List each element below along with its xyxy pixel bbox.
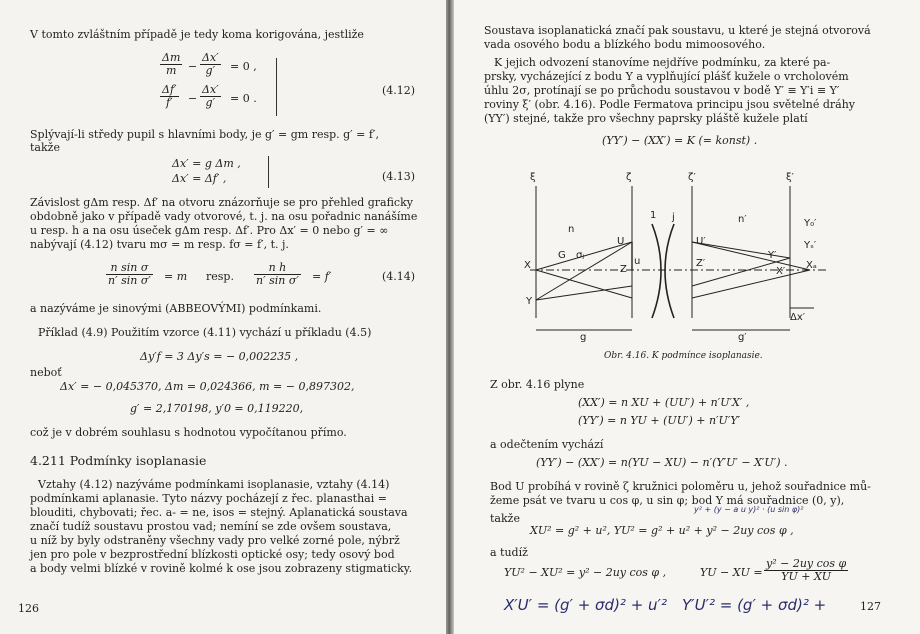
equation-rhs: = f′ (312, 270, 332, 283)
equation-fraction: $\frac{\Delta f'}{f'}$ (162, 83, 177, 109)
equation-operator: − (188, 60, 198, 73)
diagram-label: n′ (738, 214, 747, 225)
handwritten-note: y² + (y − a u y)² · (u sin φ)² (694, 505, 804, 514)
diagram-label: Z (620, 264, 627, 275)
diagram-label: 1 (650, 210, 657, 221)
diagram-label: ζ′ (688, 172, 696, 183)
text-line: neboť (30, 366, 62, 379)
text-line: Bod U probíhá v rovině ζ kružnici poloměru u, jehož souřadnice mů- (490, 480, 871, 493)
diagram-label: j (672, 212, 675, 223)
diagram-label: G (558, 250, 566, 261)
diagram-label: ζ (626, 172, 632, 183)
diagram-label: Xₐ (806, 260, 817, 271)
section-heading: 4.211 Podmínky isoplanasie (30, 453, 207, 468)
ray (536, 270, 632, 298)
diagram-label: Δx′ (790, 312, 806, 323)
right-page (454, 0, 920, 634)
equation-line: (YY′) = n YU + (UU′) + n′U′Y′ (578, 414, 741, 427)
text-line: blouditi, chybovati; řec. a- = ne, isos = stejný. Aplanatická soustava (30, 506, 408, 519)
equation-operator: − (188, 92, 198, 105)
diagram-label: X (524, 260, 531, 271)
diagram-label: g′ (738, 332, 747, 343)
text-line: u resp. h a na osu úseček gΔm resp. Δf′. Pro Δx′ = 0 nebo g′ = ∞ (30, 224, 389, 237)
text-line: u níž by byly odstraněny všechny vady pro velké zorné pole, nýbrž (30, 534, 400, 547)
figure-caption: Obr. 4.16. K podmínce isoplanasie. (604, 351, 763, 361)
text-line: Závislost gΔm resp. Δf′ na otvoru znázorňuje se pro přehled graficky (30, 196, 413, 209)
optical-diagram (524, 158, 844, 348)
text-line: takže (490, 512, 520, 525)
text-line: a tudíž (490, 546, 528, 559)
equation-fraction: $\frac{\text{y² − 2uy cos φ}}{YU + XU}$ (766, 557, 847, 583)
ray (692, 242, 810, 270)
page-number: 126 (18, 602, 39, 615)
equation-number: (4.13) (382, 170, 416, 183)
equation-text: resp. (206, 270, 234, 283)
equation-fraction: $\frac{\Delta x'}{g'}$ (202, 51, 219, 77)
equation-line: (XX′) = n XU + (UU′) + n′U′X′ , (578, 396, 750, 409)
equation-fraction: $\frac{\Delta m}{m}$ (162, 51, 181, 77)
diagram-label: X′ (776, 266, 786, 277)
ray (536, 286, 632, 300)
diagram-label: σⱼ (576, 250, 585, 261)
text-line: podmínkami aplanasie. Tyto názvy pocházejí z řec. planasthai = (30, 492, 387, 505)
equation-rhs: = m (164, 270, 188, 283)
diagram-label: Y₀′ (804, 218, 817, 229)
equation-line: Δy′f = 3 Δy′s = − 0,002235 , (140, 350, 299, 363)
equation-line: Δx′ = Δf′ , (172, 172, 227, 185)
text-line: a odečtením vychází (490, 438, 604, 451)
equation-number: (4.14) (382, 270, 416, 283)
text-line: žeme psát ve tvaru u cos φ, u sin φ; bod Y má souřadnice (0, y), (490, 494, 845, 507)
left-page (0, 0, 446, 634)
text-line: nabývají (4.12) tvaru mσ = m resp. fσ = f′, t. j. (30, 238, 289, 251)
text-line: roviny ξ′ (obr. 4.16). Podle Fermatova principu jsou světelné dráhy (484, 98, 856, 111)
equation-line: Δx′ = − 0,045370, Δm = 0,024366, m = − 0,897302, (60, 380, 355, 393)
diagram-label: u (634, 256, 641, 267)
diagram-label: Z′ (696, 258, 706, 269)
text-line: prsky, vycházející z bodu Y a vyplňující plášť kužele o vrcholovém (484, 70, 849, 83)
diagram-label: n (568, 224, 575, 235)
handwritten-note: Y′U′² = (g′ + σd)² + (682, 596, 827, 614)
text-line: (YY′) stejné, takže pro všechny paprsky pláště kužele platí (484, 112, 808, 125)
text-line: Z obr. 4.16 plyne (490, 378, 585, 391)
equation-line: Δx′ = g Δm , (172, 157, 241, 170)
equation-rhs: = 0 . (230, 92, 257, 105)
equation-number: (4.12) (382, 84, 416, 97)
example-heading: Příklad (4.9) Použitím vzorce (4.11) vychází u příkladu (4.5) (38, 326, 372, 339)
page-number: 127 (860, 600, 881, 613)
handwritten-note: X′U′ = (g′ + σd)² + u′² (504, 596, 667, 614)
text-line: a body velmi blízké v rovině kolmé k ose jsou zobrazeny stigmaticky. (30, 562, 413, 575)
book-gutter (446, 0, 454, 634)
equation-line: XU² = g² + u², YU² = g² + u² + y² − 2uy cos φ , (530, 524, 794, 537)
text-line: Splývají-li středy pupil s hlavními body, je g′ = gm resp. g′ = f′, (30, 128, 379, 141)
equation-brace (268, 156, 269, 188)
diagram-label: Y′ (768, 250, 777, 261)
text-line: úhlu 2σ, protínají se po průchodu soustavou v bodě Y′ ≡ Y′i ≡ Y′ (484, 84, 840, 97)
equation-line: YU² − XU² = y² − 2uy cos φ , (504, 566, 667, 579)
text-line: což je v dobrém souhlasu s hodnotou vypočítanou přímo. (30, 426, 347, 439)
text-line: jen pro pole v bezprostřední blízkosti optické osy; tedy osový bod (30, 548, 395, 561)
diagram-label: ξ (530, 172, 536, 183)
text-line: a nazýváme je sinovými (ABBEOVÝMI) podmínkami. (30, 302, 322, 315)
text-line: K jejich odvození stanovíme nejdříve podmínku, za které pa- (494, 56, 831, 69)
equation-line: g′ = 2,170198, y′0 = 0,119220, (130, 402, 304, 415)
equation-line: (YY′) − (XX′) = n(YU − XU) − n′(Y′U′ − X′U′) . (536, 456, 788, 469)
equation-rhs: = 0 , (230, 60, 257, 73)
equation-fraction: $\frac{\text{n sin σ}}{\text{n′ sin σ′}}$ (108, 261, 151, 287)
diagram-label: Yₛ′ (804, 240, 817, 251)
diagram-label: ξ′ (786, 172, 794, 183)
diagram-label: U′ (696, 236, 706, 247)
text-line: značí tudíž soustavu prostou vad; nemíní se zde ovšem soustava, (30, 520, 392, 533)
equation-line: (YY′) − (XX′) = K (= konst) . (602, 134, 758, 147)
equation-brace (276, 58, 277, 116)
text-line: obdobně jako v případě vady otvorové, t. j. na osu pořadnic nanášíme (30, 210, 418, 223)
diagram-label: Y (526, 296, 533, 307)
equation-line: YU − XU = (700, 566, 763, 579)
equation-fraction: $\frac{\Delta x'}{g'}$ (202, 83, 219, 109)
lens-front (652, 224, 661, 318)
text-line: V tomto zvláštním případě je tedy koma korigována, jestliže (30, 28, 364, 41)
lens-back (665, 224, 674, 318)
text-line: takže (30, 141, 60, 154)
equation-fraction: $\frac{\text{n h}}{\text{n′ sin σ′}}$ (256, 261, 299, 287)
text-line: Soustava isoplanatická značí pak soustavu, u které je stejná otvorová (484, 24, 871, 37)
text-line: Vztahy (4.12) nazýváme podmínkami isoplanasie, vztahy (4.14) (38, 478, 390, 491)
ray (692, 270, 810, 298)
diagram-label: g (580, 332, 587, 343)
text-line: vada osového bodu a blízkého bodu mimoosového. (484, 38, 766, 51)
diagram-label: U (617, 236, 625, 247)
